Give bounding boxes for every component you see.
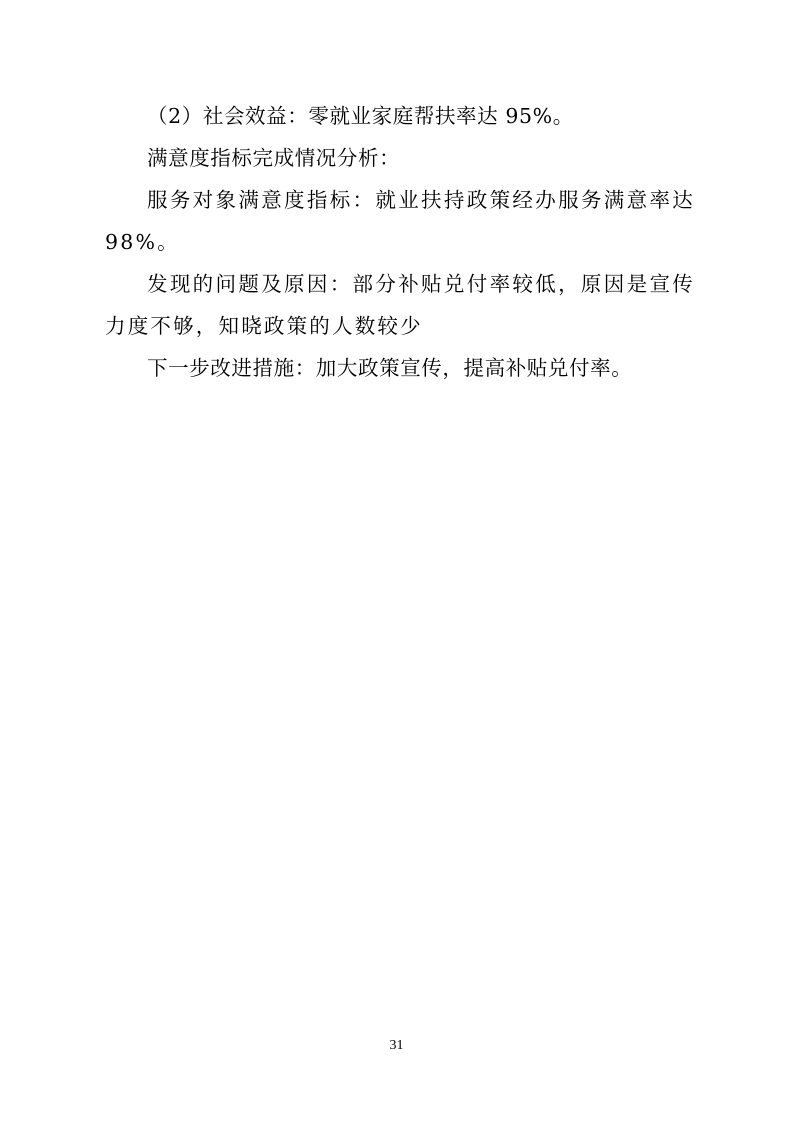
social-benefit-paragraph: （2）社会效益：零就业家庭帮扶率达 95%。	[147, 104, 574, 128]
improvement-measures-paragraph: 下一步改进措施：加大政策宣传，提高补贴兑付率。	[147, 356, 633, 380]
page-number: 31	[389, 1038, 404, 1053]
satisfaction-heading: 满意度指标完成情况分析：	[147, 146, 401, 170]
document-body	[105, 95, 695, 389]
problems-paragraph: 发现的问题及原因：部分补贴兑付率较低，原因是宣传力度不够，知晓政策的人数较少	[105, 272, 695, 338]
satisfaction-indicator-paragraph: 服务对象满意度指标：就业扶持政策经办服务满意率达 98%。	[105, 188, 695, 254]
